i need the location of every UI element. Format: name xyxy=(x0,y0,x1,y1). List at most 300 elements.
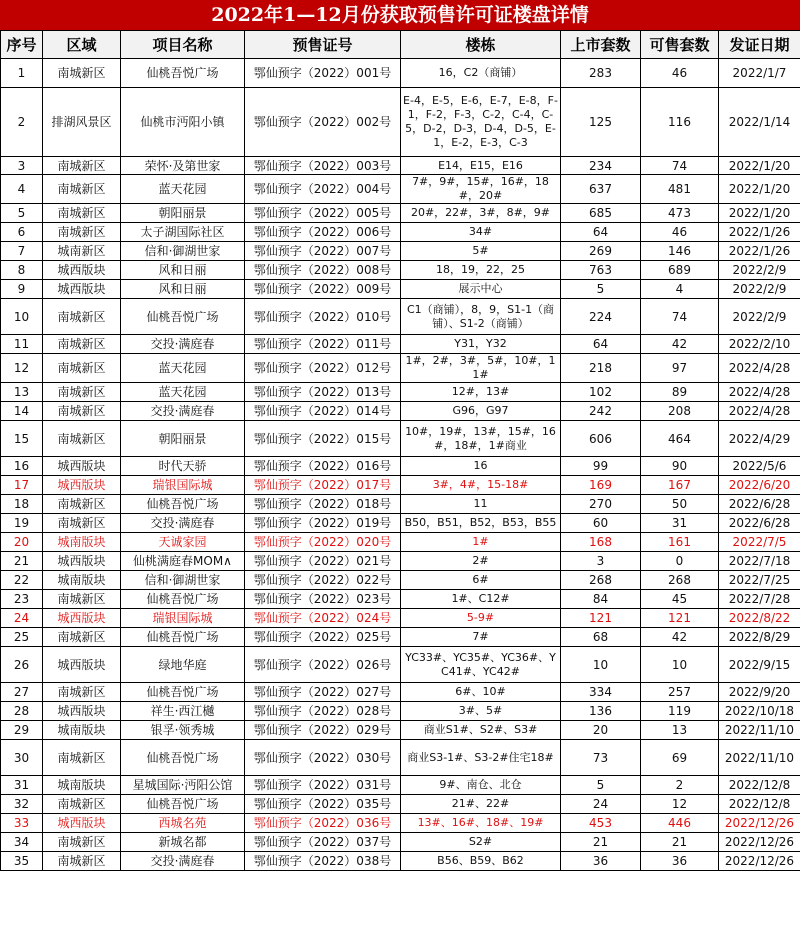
cell-project: 西城名苑 xyxy=(121,814,245,833)
table-row xyxy=(1,552,800,571)
table-row xyxy=(1,683,800,702)
cell-area: 南城新区 xyxy=(43,335,121,354)
cell-date: 2022/6/20 xyxy=(719,476,800,495)
cell-no: 5 xyxy=(1,204,43,223)
cell-available: 89 xyxy=(641,383,719,402)
cell-listed: 168 xyxy=(561,533,641,552)
cell-listed: 453 xyxy=(561,814,641,833)
cell-date: 2022/6/28 xyxy=(719,514,800,533)
cell-date: 2022/9/15 xyxy=(719,647,800,683)
cell-no: 34 xyxy=(1,833,43,852)
cell-listed: 283 xyxy=(561,59,641,88)
cell-no: 35 xyxy=(1,852,43,871)
cell-listed: 5 xyxy=(561,280,641,299)
cell-listed: 234 xyxy=(561,157,641,175)
table-row xyxy=(1,299,800,335)
cell-project: 仙桃吾悦广场 xyxy=(121,495,245,514)
cell-date: 2022/7/18 xyxy=(719,552,800,571)
cell-listed: 24 xyxy=(561,795,641,814)
cell-available: 121 xyxy=(641,609,719,628)
cell-available: 69 xyxy=(641,740,719,776)
cell-area: 南城新区 xyxy=(43,383,121,402)
cell-no: 28 xyxy=(1,702,43,721)
cell-cert: 鄂仙预字（2022）003号 xyxy=(245,157,401,175)
cell-area: 南城新区 xyxy=(43,299,121,335)
cell-no: 6 xyxy=(1,223,43,242)
cell-available: 42 xyxy=(641,628,719,647)
cell-date: 2022/9/20 xyxy=(719,683,800,702)
cell-area: 南城新区 xyxy=(43,157,121,175)
cell-project: 仙桃吾悦广场 xyxy=(121,590,245,609)
cell-project: 仙桃吾悦广场 xyxy=(121,299,245,335)
cell-listed: 10 xyxy=(561,647,641,683)
table-row xyxy=(1,354,800,383)
cell-listed: 121 xyxy=(561,609,641,628)
table-row xyxy=(1,476,800,495)
cell-area: 南城新区 xyxy=(43,590,121,609)
cell-no: 19 xyxy=(1,514,43,533)
cell-listed: 334 xyxy=(561,683,641,702)
cell-building: 商业S3-1#、S3-2#住宅18# xyxy=(401,740,561,776)
cell-area: 南城新区 xyxy=(43,495,121,514)
cell-building: 18，19，22，25 xyxy=(401,261,561,280)
cell-cert: 鄂仙预字（2022）035号 xyxy=(245,795,401,814)
cell-area: 城西版块 xyxy=(43,552,121,571)
cell-listed: 20 xyxy=(561,721,641,740)
cell-no: 29 xyxy=(1,721,43,740)
cell-no: 1 xyxy=(1,59,43,88)
cell-available: 2 xyxy=(641,776,719,795)
cell-project: 交投·满庭春 xyxy=(121,335,245,354)
cell-cert: 鄂仙预字（2022）019号 xyxy=(245,514,401,533)
cell-project: 仙桃吾悦广场 xyxy=(121,683,245,702)
cell-no: 18 xyxy=(1,495,43,514)
cell-building: 16 xyxy=(401,457,561,476)
cell-building: 3#，4#，15-18# xyxy=(401,476,561,495)
cell-available: 97 xyxy=(641,354,719,383)
cell-no: 4 xyxy=(1,175,43,204)
cell-listed: 269 xyxy=(561,242,641,261)
cell-date: 2022/1/26 xyxy=(719,242,800,261)
cell-listed: 242 xyxy=(561,402,641,421)
header-project: 项目名称 xyxy=(121,31,245,59)
cell-available: 13 xyxy=(641,721,719,740)
cell-cert: 鄂仙预字（2022）015号 xyxy=(245,421,401,457)
cell-date: 2022/5/6 xyxy=(719,457,800,476)
cell-cert: 鄂仙预字（2022）030号 xyxy=(245,740,401,776)
cell-no: 15 xyxy=(1,421,43,457)
cell-building: 7#，9#，15#，16#，18#，20# xyxy=(401,175,561,204)
cell-area: 城西版块 xyxy=(43,609,121,628)
cell-cert: 鄂仙预字（2022）026号 xyxy=(245,647,401,683)
cell-cert: 鄂仙预字（2022）020号 xyxy=(245,533,401,552)
header-cert: 预售证号 xyxy=(245,31,401,59)
presale-permit-table xyxy=(0,30,800,871)
cell-no: 30 xyxy=(1,740,43,776)
cell-building: 2# xyxy=(401,552,561,571)
cell-available: 45 xyxy=(641,590,719,609)
cell-cert: 鄂仙预字（2022）023号 xyxy=(245,590,401,609)
cell-cert: 鄂仙预字（2022）012号 xyxy=(245,354,401,383)
cell-available: 42 xyxy=(641,335,719,354)
cell-area: 南城新区 xyxy=(43,354,121,383)
cell-date: 2022/2/9 xyxy=(719,280,800,299)
cell-area: 城西版块 xyxy=(43,647,121,683)
cell-listed: 3 xyxy=(561,552,641,571)
cell-date: 2022/7/25 xyxy=(719,571,800,590)
cell-project: 朝阳丽景 xyxy=(121,204,245,223)
cell-listed: 125 xyxy=(561,88,641,157)
cell-no: 10 xyxy=(1,299,43,335)
cell-area: 城西版块 xyxy=(43,476,121,495)
header-no: 序号 xyxy=(1,31,43,59)
cell-building: 3#、5# xyxy=(401,702,561,721)
table-row xyxy=(1,495,800,514)
cell-available: 689 xyxy=(641,261,719,280)
table-row xyxy=(1,242,800,261)
cell-project: 交投·满庭春 xyxy=(121,514,245,533)
cell-available: 161 xyxy=(641,533,719,552)
cell-project: 星城国际·沔阳公馆 xyxy=(121,776,245,795)
cell-area: 南城新区 xyxy=(43,852,121,871)
cell-available: 36 xyxy=(641,852,719,871)
cell-listed: 5 xyxy=(561,776,641,795)
cell-project: 蓝天花园 xyxy=(121,383,245,402)
table-row xyxy=(1,533,800,552)
table-row xyxy=(1,795,800,814)
table-row xyxy=(1,647,800,683)
cell-area: 南城新区 xyxy=(43,59,121,88)
cell-listed: 268 xyxy=(561,571,641,590)
cell-area: 南城新区 xyxy=(43,795,121,814)
cell-project: 绿地华庭 xyxy=(121,647,245,683)
cell-no: 11 xyxy=(1,335,43,354)
cell-listed: 637 xyxy=(561,175,641,204)
cell-available: 46 xyxy=(641,223,719,242)
cell-no: 13 xyxy=(1,383,43,402)
cell-project: 天诚家园 xyxy=(121,533,245,552)
cell-building: 9#、南仓、北仓 xyxy=(401,776,561,795)
cell-listed: 68 xyxy=(561,628,641,647)
cell-available: 257 xyxy=(641,683,719,702)
table-row xyxy=(1,421,800,457)
cell-date: 2022/8/29 xyxy=(719,628,800,647)
cell-building: B56、B59、B62 xyxy=(401,852,561,871)
cell-building: 10#，19#，13#，15#，16#，18#，1#商业 xyxy=(401,421,561,457)
cell-no: 27 xyxy=(1,683,43,702)
cell-date: 2022/12/26 xyxy=(719,852,800,871)
cell-available: 146 xyxy=(641,242,719,261)
cell-no: 3 xyxy=(1,157,43,175)
cell-area: 城南版块 xyxy=(43,721,121,740)
table-row xyxy=(1,852,800,871)
cell-cert: 鄂仙预字（2022）038号 xyxy=(245,852,401,871)
cell-cert: 鄂仙预字（2022）027号 xyxy=(245,683,401,702)
cell-date: 2022/1/20 xyxy=(719,157,800,175)
cell-area: 城西版块 xyxy=(43,457,121,476)
header-row xyxy=(1,31,800,59)
cell-cert: 鄂仙预字（2022）004号 xyxy=(245,175,401,204)
cell-cert: 鄂仙预字（2022）011号 xyxy=(245,335,401,354)
cell-listed: 102 xyxy=(561,383,641,402)
cell-listed: 218 xyxy=(561,354,641,383)
cell-project: 祥生·西江樾 xyxy=(121,702,245,721)
table-row xyxy=(1,457,800,476)
cell-no: 23 xyxy=(1,590,43,609)
cell-building: S2# xyxy=(401,833,561,852)
cell-building: 20#，22#，3#，8#，9# xyxy=(401,204,561,223)
cell-no: 25 xyxy=(1,628,43,647)
cell-date: 2022/1/20 xyxy=(719,204,800,223)
cell-building: E-4，E-5，E-6，E-7，E-8，F-1，F-2，F-3，C-2，C-4，C-5，D-2，D-3，D-4，D-5，E-1，E-2，E-3，C-3 xyxy=(401,88,561,157)
cell-date: 2022/12/26 xyxy=(719,814,800,833)
cell-building: G96，G97 xyxy=(401,402,561,421)
cell-no: 26 xyxy=(1,647,43,683)
table-row xyxy=(1,157,800,175)
cell-project: 仙桃吾悦广场 xyxy=(121,740,245,776)
table-row xyxy=(1,59,800,88)
cell-cert: 鄂仙预字（2022）018号 xyxy=(245,495,401,514)
cell-cert: 鄂仙预字（2022）009号 xyxy=(245,280,401,299)
cell-project: 荣怀·及第世家 xyxy=(121,157,245,175)
cell-area: 南城新区 xyxy=(43,402,121,421)
cell-area: 南城新区 xyxy=(43,514,121,533)
cell-cert: 鄂仙预字（2022）022号 xyxy=(245,571,401,590)
cell-building: 34# xyxy=(401,223,561,242)
cell-building: 商业S1#、S2#、S3# xyxy=(401,721,561,740)
cell-listed: 84 xyxy=(561,590,641,609)
cell-cert: 鄂仙预字（2022）028号 xyxy=(245,702,401,721)
cell-building: 11 xyxy=(401,495,561,514)
cell-no: 2 xyxy=(1,88,43,157)
cell-cert: 鄂仙预字（2022）014号 xyxy=(245,402,401,421)
cell-building: 展示中心 xyxy=(401,280,561,299)
cell-no: 9 xyxy=(1,280,43,299)
cell-cert: 鄂仙预字（2022）017号 xyxy=(245,476,401,495)
cell-project: 太子湖国际社区 xyxy=(121,223,245,242)
cell-available: 50 xyxy=(641,495,719,514)
cell-project: 蓝天花园 xyxy=(121,175,245,204)
cell-listed: 99 xyxy=(561,457,641,476)
cell-date: 2022/4/28 xyxy=(719,402,800,421)
cell-listed: 73 xyxy=(561,740,641,776)
cell-area: 城西版块 xyxy=(43,702,121,721)
cell-area: 城西版块 xyxy=(43,261,121,280)
cell-building: 6#、10# xyxy=(401,683,561,702)
cell-cert: 鄂仙预字（2022）025号 xyxy=(245,628,401,647)
cell-cert: 鄂仙预字（2022）013号 xyxy=(245,383,401,402)
table-row xyxy=(1,402,800,421)
cell-date: 2022/1/20 xyxy=(719,175,800,204)
cell-cert: 鄂仙预字（2022）036号 xyxy=(245,814,401,833)
cell-building: C1（商铺），8，9，S1-1（商铺）、S1-2（商铺） xyxy=(401,299,561,335)
table-row xyxy=(1,88,800,157)
cell-available: 481 xyxy=(641,175,719,204)
cell-area: 城南版块 xyxy=(43,776,121,795)
cell-building: 7# xyxy=(401,628,561,647)
cell-date: 2022/12/8 xyxy=(719,795,800,814)
cell-listed: 270 xyxy=(561,495,641,514)
cell-building: 13#、16#、18#、19# xyxy=(401,814,561,833)
cell-cert: 鄂仙预字（2022）005号 xyxy=(245,204,401,223)
cell-no: 20 xyxy=(1,533,43,552)
cell-cert: 鄂仙预字（2022）001号 xyxy=(245,59,401,88)
table-row xyxy=(1,383,800,402)
table-row xyxy=(1,335,800,354)
cell-date: 2022/8/22 xyxy=(719,609,800,628)
cell-listed: 763 xyxy=(561,261,641,280)
cell-no: 17 xyxy=(1,476,43,495)
cell-available: 0 xyxy=(641,552,719,571)
table-row xyxy=(1,702,800,721)
cell-project: 仙桃吾悦广场 xyxy=(121,795,245,814)
cell-cert: 鄂仙预字（2022）024号 xyxy=(245,609,401,628)
cell-area: 城西版块 xyxy=(43,814,121,833)
cell-date: 2022/12/26 xyxy=(719,833,800,852)
table-row xyxy=(1,609,800,628)
cell-building: 1#、C12# xyxy=(401,590,561,609)
header-building: 楼栋 xyxy=(401,31,561,59)
cell-cert: 鄂仙预字（2022）002号 xyxy=(245,88,401,157)
cell-cert: 鄂仙预字（2022）007号 xyxy=(245,242,401,261)
cell-project: 仙桃满庭春MOM∧ xyxy=(121,552,245,571)
cell-listed: 136 xyxy=(561,702,641,721)
cell-no: 12 xyxy=(1,354,43,383)
cell-available: 12 xyxy=(641,795,719,814)
cell-building: Y31，Y32 xyxy=(401,335,561,354)
cell-project: 蓝天花园 xyxy=(121,354,245,383)
table-row xyxy=(1,721,800,740)
cell-project: 风和日丽 xyxy=(121,280,245,299)
cell-area: 南城新区 xyxy=(43,683,121,702)
cell-building: E14，E15，E16 xyxy=(401,157,561,175)
cell-no: 7 xyxy=(1,242,43,261)
cell-available: 446 xyxy=(641,814,719,833)
cell-date: 2022/4/28 xyxy=(719,383,800,402)
cell-available: 21 xyxy=(641,833,719,852)
cell-project: 新城名都 xyxy=(121,833,245,852)
cell-available: 4 xyxy=(641,280,719,299)
cell-date: 2022/12/8 xyxy=(719,776,800,795)
cell-listed: 64 xyxy=(561,335,641,354)
cell-cert: 鄂仙预字（2022）021号 xyxy=(245,552,401,571)
cell-available: 90 xyxy=(641,457,719,476)
cell-available: 268 xyxy=(641,571,719,590)
cell-project: 瑞银国际城 xyxy=(121,476,245,495)
cell-date: 2022/11/10 xyxy=(719,721,800,740)
cell-date: 2022/7/28 xyxy=(719,590,800,609)
table-row xyxy=(1,833,800,852)
cell-date: 2022/1/7 xyxy=(719,59,800,88)
cell-project: 仙桃吾悦广场 xyxy=(121,628,245,647)
cell-listed: 685 xyxy=(561,204,641,223)
cell-project: 交投·满庭春 xyxy=(121,402,245,421)
table-row xyxy=(1,571,800,590)
cell-no: 16 xyxy=(1,457,43,476)
cell-cert: 鄂仙预字（2022）016号 xyxy=(245,457,401,476)
cell-available: 464 xyxy=(641,421,719,457)
cell-date: 2022/6/28 xyxy=(719,495,800,514)
cell-area: 排湖风景区 xyxy=(43,88,121,157)
cell-building: 5# xyxy=(401,242,561,261)
cell-listed: 64 xyxy=(561,223,641,242)
table-row xyxy=(1,175,800,204)
cell-area: 城南版块 xyxy=(43,533,121,552)
cell-no: 22 xyxy=(1,571,43,590)
cell-area: 南城新区 xyxy=(43,740,121,776)
cell-cert: 鄂仙预字（2022）008号 xyxy=(245,261,401,280)
cell-area: 城南版块 xyxy=(43,571,121,590)
cell-cert: 鄂仙预字（2022）006号 xyxy=(245,223,401,242)
cell-no: 21 xyxy=(1,552,43,571)
cell-building: 6# xyxy=(401,571,561,590)
cell-cert: 鄂仙预字（2022）031号 xyxy=(245,776,401,795)
cell-project: 仙桃市沔阳小镇 xyxy=(121,88,245,157)
cell-no: 31 xyxy=(1,776,43,795)
cell-cert: 鄂仙预字（2022）029号 xyxy=(245,721,401,740)
table-row xyxy=(1,204,800,223)
cell-project: 时代天骄 xyxy=(121,457,245,476)
cell-area: 城南新区 xyxy=(43,242,121,261)
cell-date: 2022/2/10 xyxy=(719,335,800,354)
cell-no: 32 xyxy=(1,795,43,814)
table-row xyxy=(1,514,800,533)
table-row xyxy=(1,590,800,609)
cell-cert: 鄂仙预字（2022）037号 xyxy=(245,833,401,852)
cell-project: 朝阳丽景 xyxy=(121,421,245,457)
cell-area: 南城新区 xyxy=(43,175,121,204)
cell-listed: 36 xyxy=(561,852,641,871)
cell-available: 208 xyxy=(641,402,719,421)
cell-no: 24 xyxy=(1,609,43,628)
cell-project: 信和·御湖世家 xyxy=(121,242,245,261)
table-row xyxy=(1,280,800,299)
cell-available: 31 xyxy=(641,514,719,533)
table-row xyxy=(1,776,800,795)
cell-available: 46 xyxy=(641,59,719,88)
cell-available: 10 xyxy=(641,647,719,683)
cell-no: 8 xyxy=(1,261,43,280)
cell-available: 473 xyxy=(641,204,719,223)
cell-building: 1# xyxy=(401,533,561,552)
header-area: 区域 xyxy=(43,31,121,59)
table-title: 2022年1—12月份获取预售许可证楼盘详情 xyxy=(0,0,800,30)
cell-building: 5-9# xyxy=(401,609,561,628)
cell-date: 2022/7/5 xyxy=(719,533,800,552)
table-body xyxy=(1,59,800,871)
cell-no: 14 xyxy=(1,402,43,421)
cell-building: 16，C2（商铺） xyxy=(401,59,561,88)
cell-project: 瑞银国际城 xyxy=(121,609,245,628)
cell-building: B50，B51，B52，B53，B55 xyxy=(401,514,561,533)
cell-cert: 鄂仙预字（2022）010号 xyxy=(245,299,401,335)
cell-area: 南城新区 xyxy=(43,628,121,647)
table-row xyxy=(1,814,800,833)
cell-date: 2022/11/10 xyxy=(719,740,800,776)
table-row xyxy=(1,740,800,776)
cell-no: 33 xyxy=(1,814,43,833)
cell-listed: 224 xyxy=(561,299,641,335)
cell-project: 信和·御湖世家 xyxy=(121,571,245,590)
cell-listed: 606 xyxy=(561,421,641,457)
cell-building: 12#，13# xyxy=(401,383,561,402)
cell-date: 2022/4/29 xyxy=(719,421,800,457)
cell-area: 南城新区 xyxy=(43,204,121,223)
cell-date: 2022/2/9 xyxy=(719,299,800,335)
cell-date: 2022/1/14 xyxy=(719,88,800,157)
cell-building: YC33#、YC35#、YC36#、YC41#、YC42# xyxy=(401,647,561,683)
cell-project: 仙桃吾悦广场 xyxy=(121,59,245,88)
